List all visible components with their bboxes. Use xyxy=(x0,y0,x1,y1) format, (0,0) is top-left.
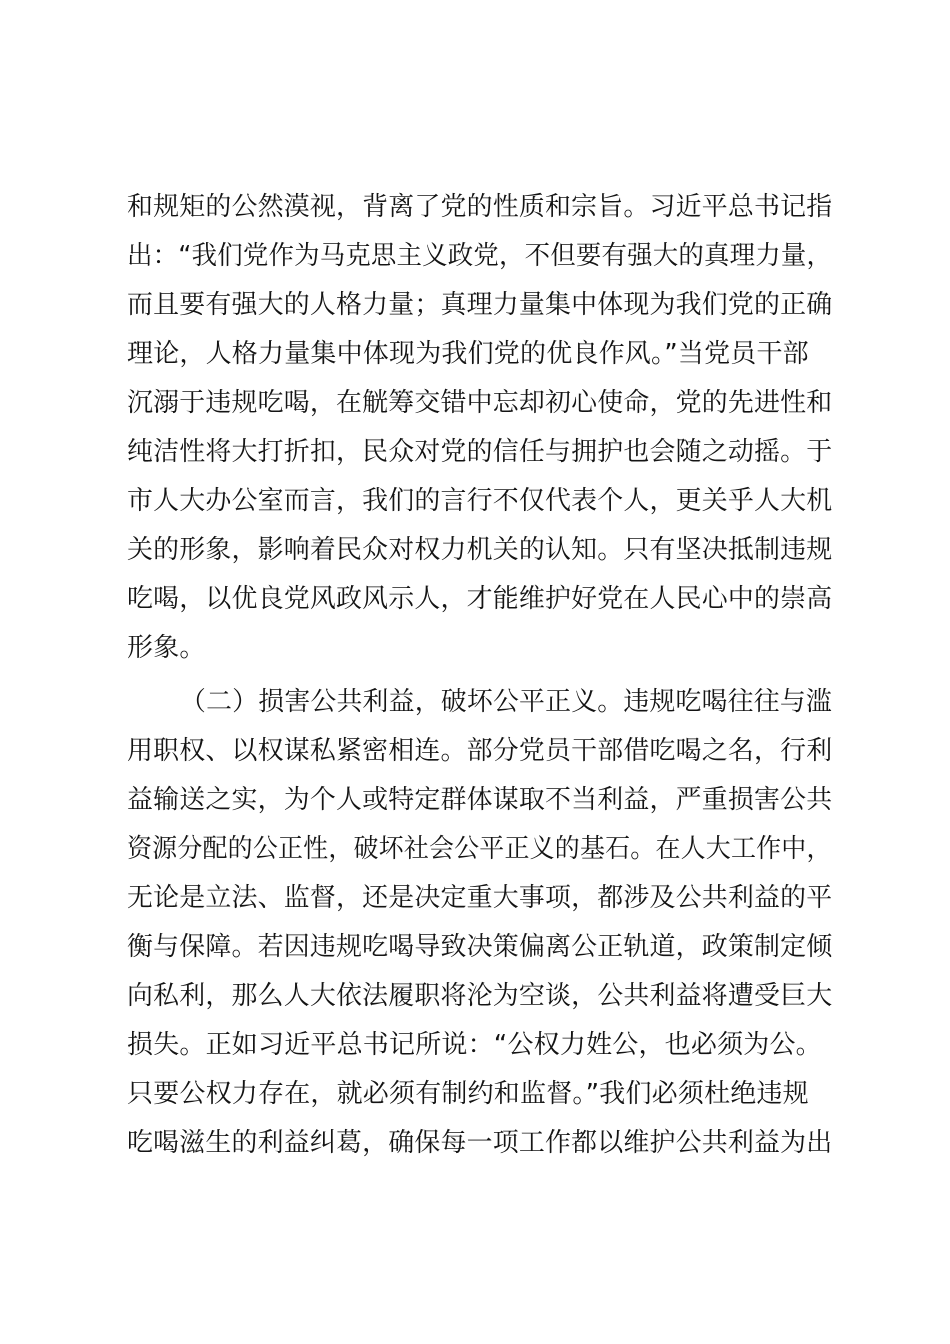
text-line: 形象。 xyxy=(127,633,206,663)
section-heading-line: （二）损害公共利益，破坏公平正义。违规吃喝往往与滥 xyxy=(180,687,833,717)
text-line: 用职权、以权谋私紧密相连。部分党员干部借吃喝之名，行利 xyxy=(127,736,833,766)
text-line: 只要公权力存在，就必须有制约和监督。”我们必须杜绝违规 xyxy=(127,1079,809,1109)
text-line: 和规矩的公然漠视，背离了党的性质和宗旨。习近平总书记指 xyxy=(127,192,833,222)
text-line: 益输送之实，为个人或特定群体谋取不当利益，严重损害公共 xyxy=(127,785,833,815)
text-line: 无论是立法、监督，还是决定重大事项，都涉及公共利益的平 xyxy=(127,883,833,913)
text-line: 损失。正如习近平总书记所说：“公权力姓公，也必须为公。 xyxy=(127,1030,822,1060)
text-line: 纯洁性将大打折扣，民众对党的信任与拥护也会随之动摇。于 xyxy=(127,437,833,467)
text-line: 关的形象，影响着民众对权力机关的认知。只有坚决抵制违规 xyxy=(127,535,833,565)
text-line: 理论，人格力量集中体现为我们党的优良作风。”当党员干部 xyxy=(127,339,809,369)
text-line: 向私利，那么人大依法履职将沦为空谈，公共利益将遭受巨大 xyxy=(127,981,833,1011)
text-line: 吃喝，以优良党风政风示人，才能维护好党在人民心中的崇高 xyxy=(127,584,833,614)
text-line: 吃喝滋生的利益纠葛，确保每一项工作都以维护公共利益为出 xyxy=(127,1128,833,1158)
text-line: 沉溺于违规吃喝，在觥筹交错中忘却初心使命，党的先进性和 xyxy=(127,388,833,418)
text-line: 出：“我们党作为马克思主义政党，不但要有强大的真理力量， xyxy=(127,241,833,271)
text-line: 衡与保障。若因违规吃喝导致决策偏离公正轨道，政策制定倾 xyxy=(127,932,833,962)
text-line: 资源分配的公正性，破坏社会公平正义的基石。在人大工作中， xyxy=(127,834,832,864)
text-line: 市人大办公室而言，我们的言行不仅代表个人，更关乎人大机 xyxy=(127,486,833,516)
text-line: 而且要有强大的人格力量；真理力量集中体现为我们党的正确 xyxy=(127,290,833,320)
